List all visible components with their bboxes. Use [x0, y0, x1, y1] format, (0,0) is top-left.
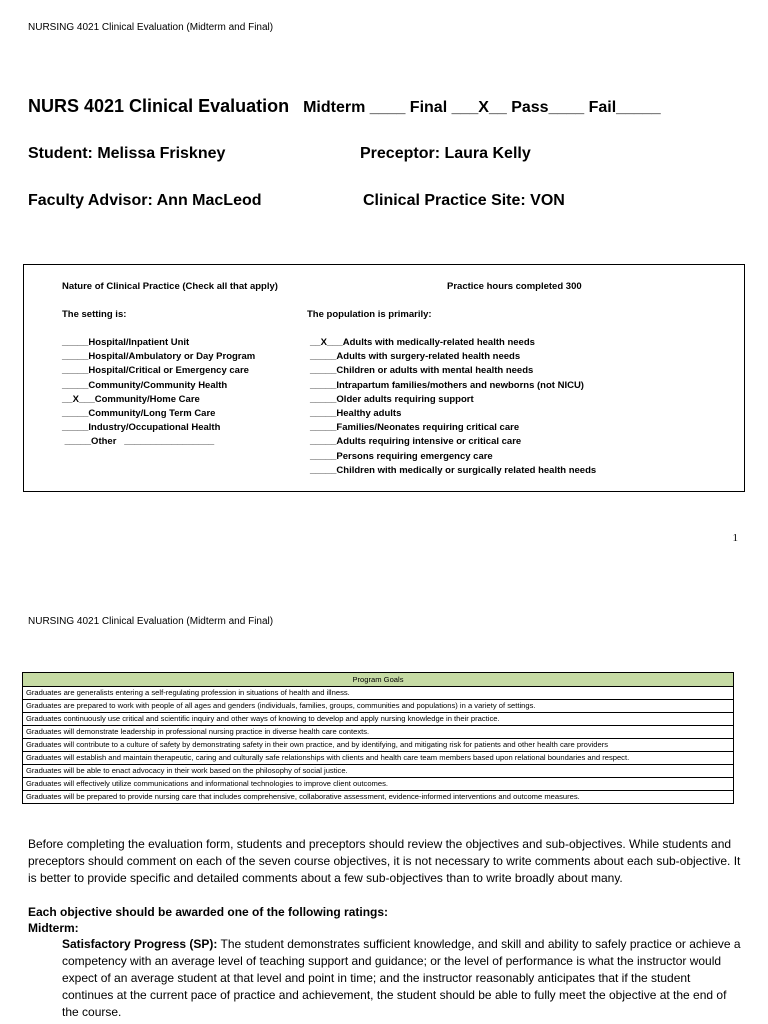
setting-list	[62, 336, 255, 450]
goal-cell: Graduates are generalists entering a self-regulating profession in situations of health and illness.	[23, 687, 734, 700]
midterm-label: Midterm:	[28, 921, 79, 935]
sp-term: Satisfactory Progress (SP):	[62, 937, 218, 951]
population-option: _____Children or adults with mental health needs	[310, 365, 534, 377]
table-row	[23, 700, 734, 713]
ratings-heading: Each objective should be awarded one of the following ratings:	[28, 905, 389, 919]
program-goals-table	[22, 672, 734, 804]
table-row	[23, 791, 734, 804]
population-option: _____Older adults requiring support	[310, 393, 474, 405]
setting-option: _____Hospital/Ambulatory or Day Program	[62, 351, 256, 363]
goal-cell: Graduates will be able to enact advocacy in their work based on the philosophy of social justice.	[23, 765, 734, 778]
table-row	[23, 752, 734, 765]
form-title	[28, 96, 661, 117]
page-header-2: NURSING 4021 Clinical Evaluation (Midterm and Final)	[28, 616, 274, 627]
page-header: NURSING 4021 Clinical Evaluation (Midterm and Final)	[28, 22, 274, 33]
population-list	[310, 336, 596, 478]
population-option: _____Adults requiring intensive or critical care	[310, 436, 522, 448]
goal-cell: Graduates will be prepared to provide nursing care that includes comprehensive, collaborative assessment, evidence-informed interventions and outcome measures.	[23, 791, 734, 804]
population-option: __X___Adults with medically-related health needs	[310, 337, 535, 348]
goal-cell: Graduates continuously use critical and scientific inquiry and other ways of knowing to develop and apply nursing knowledge in their practice.	[23, 713, 734, 726]
table-row	[23, 713, 734, 726]
setting-option: _____Hospital/Inpatient Unit	[62, 337, 190, 348]
practice-site: Clinical Practice Site: VON	[363, 192, 565, 209]
table-row	[23, 739, 734, 752]
setting-option: _____Community/Community Health	[62, 379, 228, 391]
preceptor-name: Preceptor: Laura Kelly	[360, 145, 531, 162]
setting-option: _____Other _________________	[62, 436, 215, 448]
goals-header: Program Goals	[23, 673, 734, 687]
page-number: 1	[732, 532, 738, 544]
clinical-practice-box	[23, 264, 745, 492]
population-option: _____Adults with surgery-related health needs	[310, 351, 521, 363]
goal-cell: Graduates will demonstrate leadership in professional nursing practice in diverse health care contexts.	[23, 726, 734, 739]
population-option: _____Intrapartum families/mothers and newborns (not NICU)	[310, 379, 584, 391]
setting-label: The setting is:	[62, 309, 127, 320]
faculty-advisor: Faculty Advisor: Ann MacLeod	[28, 192, 262, 209]
table-row	[23, 778, 734, 791]
population-option: _____Healthy adults	[310, 408, 402, 420]
setting-option: _____Hospital/Critical or Emergency care	[62, 365, 249, 377]
setting-option: __X___Community/Home Care	[62, 393, 200, 405]
table-row	[23, 726, 734, 739]
population-option: _____Persons requiring emergency care	[310, 450, 493, 462]
evaluation-status: Midterm ____ Final ___X__ Pass____ Fail_____	[303, 99, 661, 116]
setting-option: _____Community/Long Term Care	[62, 408, 216, 420]
table-row	[23, 765, 734, 778]
population-option: _____Children with medically or surgically related health needs	[310, 464, 597, 476]
form-title-text: NURS 4021 Clinical Evaluation	[28, 96, 290, 116]
sp-definition	[62, 936, 742, 1021]
intro-paragraph: Before completing the evaluation form, students and preceptors should review the objectives and sub-objectives. While students and preceptors should comment on each of the seven course objectives, it is not necessary to write comments about each sub-objective. It is better to provide specific and detailed comments about a few sub-objectives than to write broadly about many.	[28, 837, 741, 885]
practice-hours: Practice hours completed 300	[447, 281, 582, 292]
goal-cell: Graduates will contribute to a culture of safety by demonstrating safety in their own practice, and by identifying, and mitigating risk for patients and other health care providers	[23, 739, 734, 752]
population-label: The population is primarily:	[307, 309, 432, 320]
population-option: _____Families/Neonates requiring critical care	[310, 422, 520, 434]
goal-cell: Graduates will establish and maintain therapeutic, caring and culturally safe relationships with clients and health care team members based upon relational boundaries and respect.	[23, 752, 734, 765]
nature-label: Nature of Clinical Practice (Check all that apply)	[62, 281, 278, 292]
table-row	[23, 687, 734, 700]
goal-cell: Graduates are prepared to work with people of all ages and genders (individuals, families, groups, communities and populations) in a variety of settings.	[23, 700, 734, 713]
student-name: Student: Melissa Friskney	[28, 145, 226, 162]
setting-option: _____Industry/Occupational Health	[62, 422, 221, 434]
sp-text: The student demonstrates sufficient knowledge, and skill and ability to safely practice or achieve a competency with an average level of teaching support and guidance; or the level of performance is what the instructor would expect of an average student at that level and point in time; and the instructor reasonably anticipates that if the student continues at the current pace of practice and achievement, the student should be able to fully meet the objective at the end of the course.	[62, 937, 741, 1019]
goal-cell: Graduates will effectively utilize communications and informational technologies to improve client outcomes.	[23, 778, 734, 791]
